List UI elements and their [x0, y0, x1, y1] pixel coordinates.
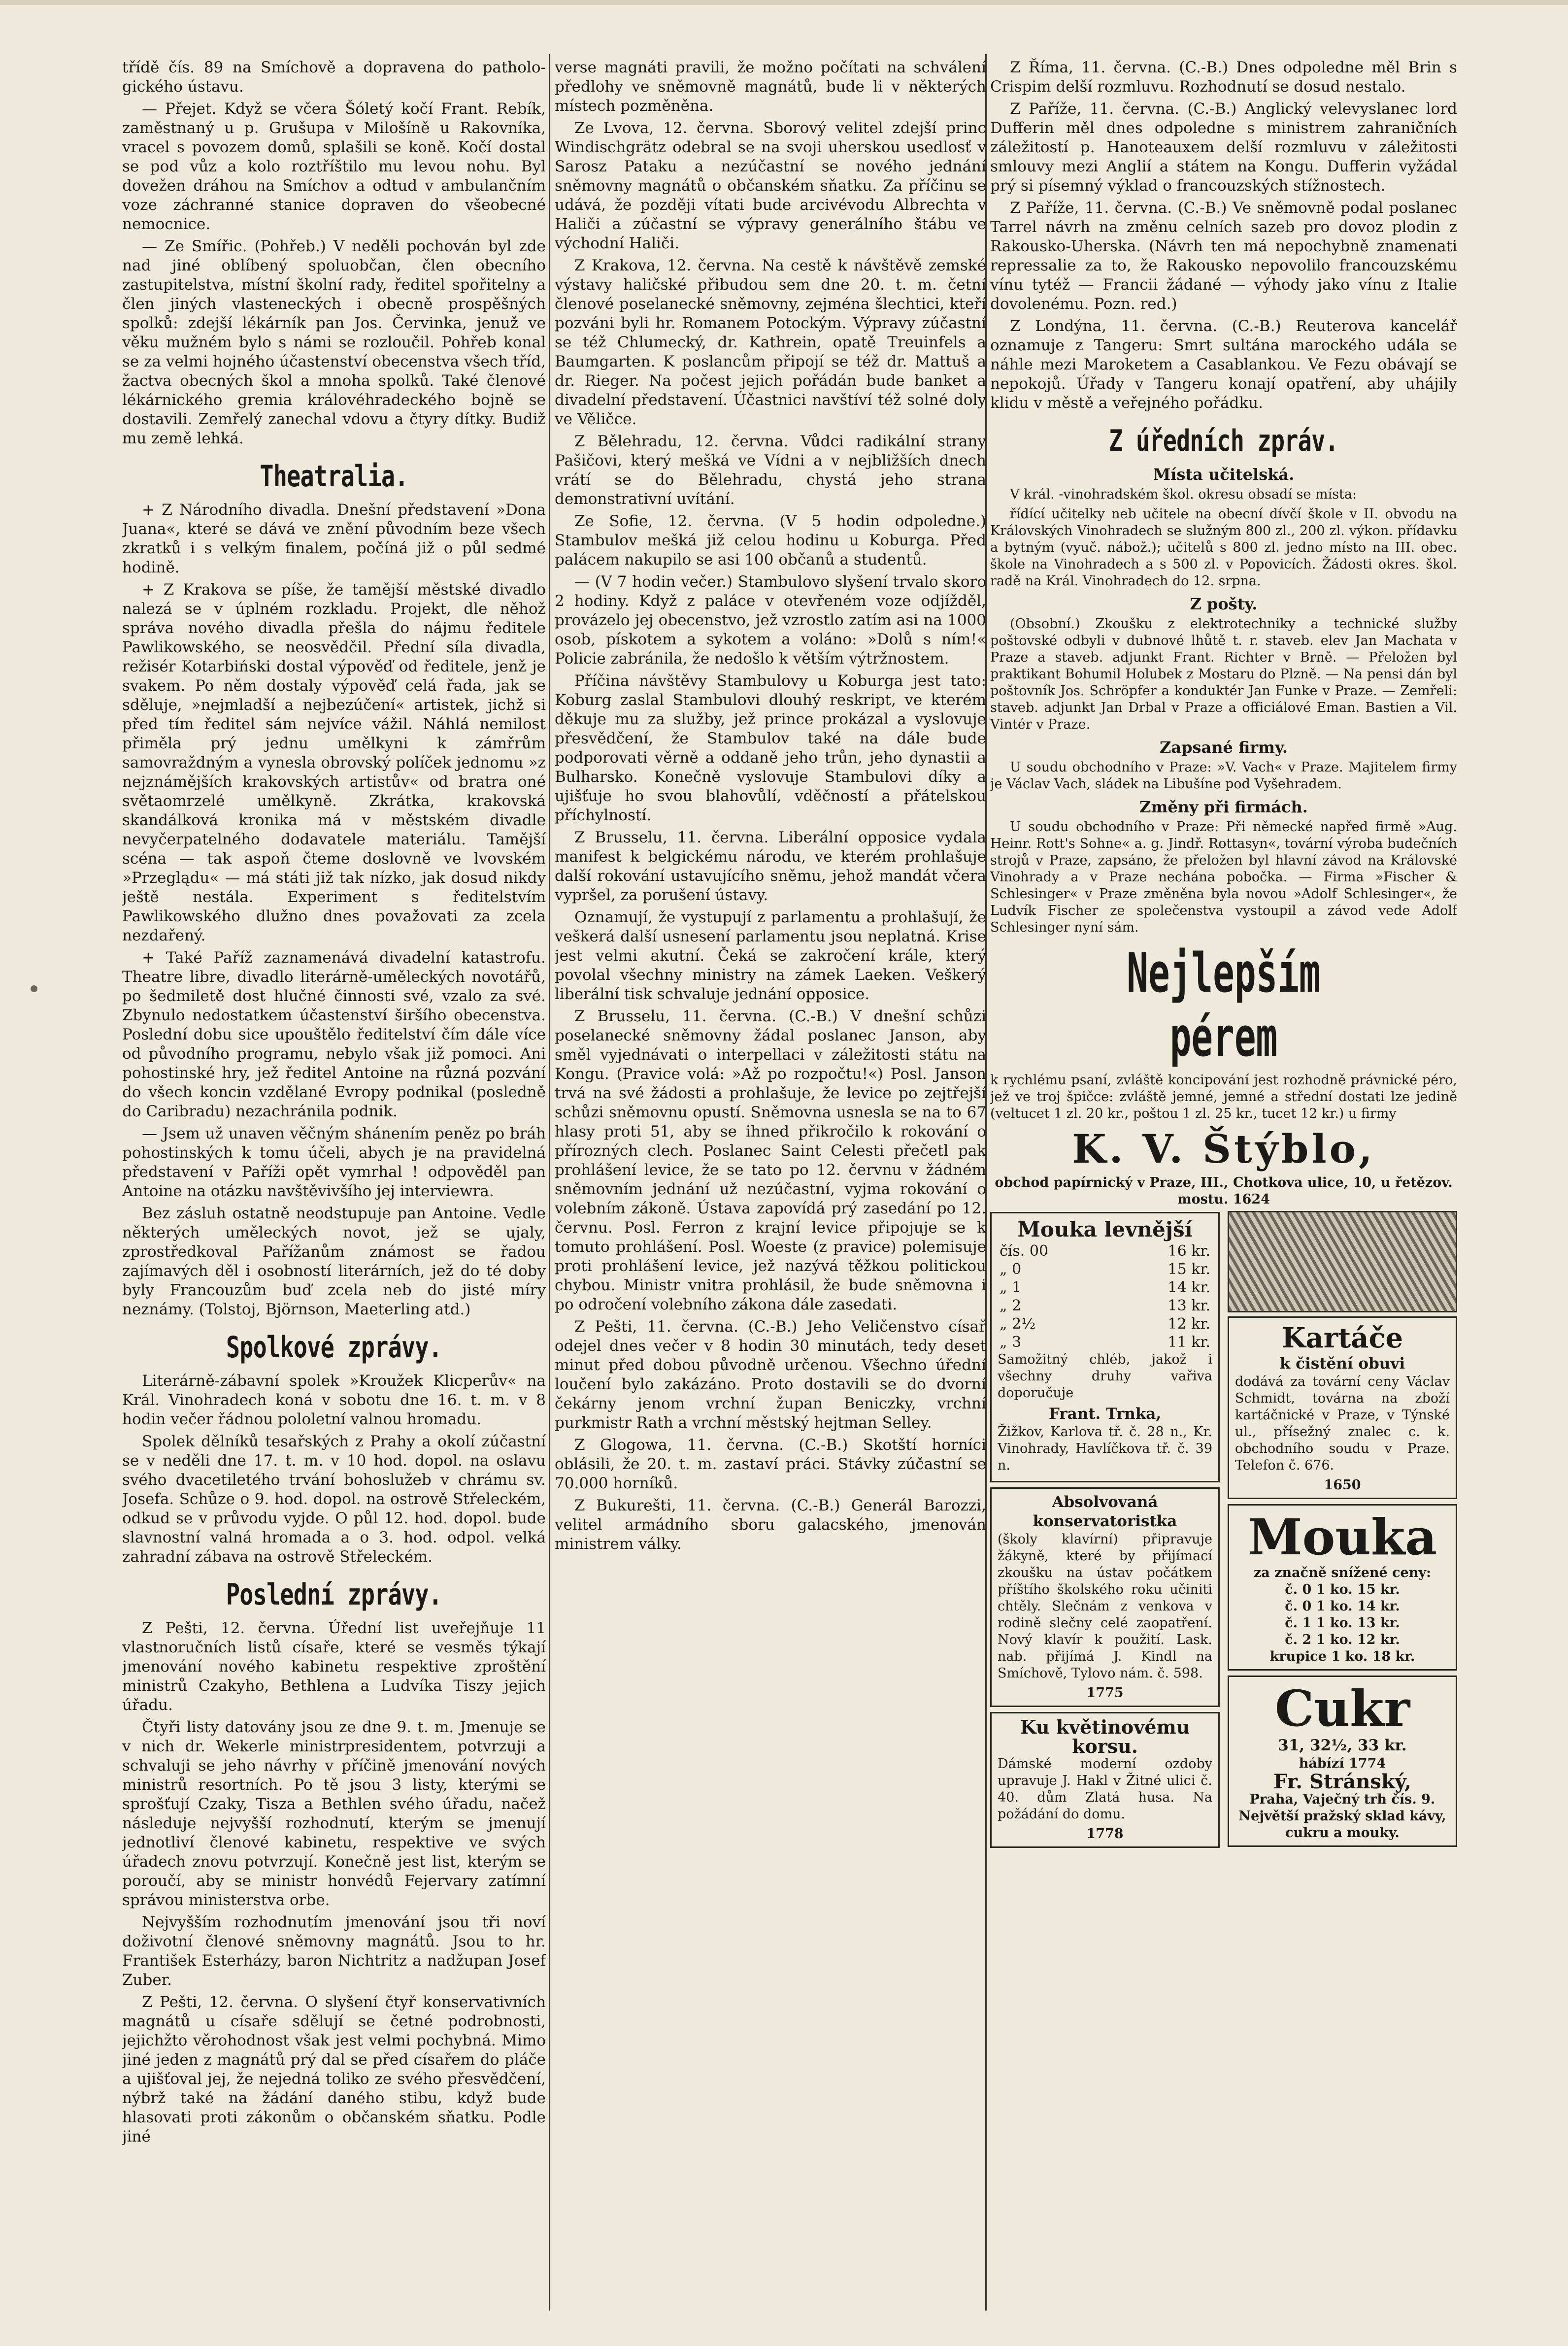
advert-number: 1775 [1086, 1685, 1124, 1701]
paragraph: + Z Krakova se píše, že tamější městské divadlo nalezá se v úplném rozkladu. Projekt, dle něhož správa nového divadla přešla do nájmu ředitele Pawlikowského, se neosvědčil. Přední síla divadla, režisér Kotarbiński dostal výpověď od ředitele, jenž je svakem. Po něm dostaly výpověď celá řada, jak se sděluje, »nejmladší a nejbezúčení« artistek, jichž si před tím ředitel sám nejvíce vážil. Náhlá nemilost přiměla prý jednu umělkyni k zámřrům samovraždným a vynesla obrovský políček jednomu »z nejznámějších krakovských artistův« od bratra oné světaomrzelé umělkyně. Zkrátka, krakovská skandálková kronika má v městském divadle nevyčerpatelného dodavatele materiálu. Tamější scéna — tak aspoň čteme doslovně ve lvovském »Przeglądu« — má státi již tak nízko, jak dosud nikdy ještě nestála. Experiment s ředitelstvím Pawlikowského dlužno dnes považovati za zcela nezdařený. [122, 581, 546, 944]
price-grade: „ 3 [1000, 1334, 1022, 1351]
advert-subtitle: hábízí 1774 [1299, 1756, 1386, 1771]
paragraph: — Jsem už unaven věčným shánením peněz po bráh pohostinských k tomu účeli, abych je na pravidelná představení v Paříži opět vymrhal ! odpověděl pan Antoine na otázku navštěvivšího jej interviewra. [122, 1125, 546, 1200]
advert-address: Žižkov, Karlova tř. č. 28 n., Kr. Vinohrady, Havlíčkova tř. č. 39 n. [998, 1424, 1212, 1473]
advert-text: dodává za tovární ceny Václav Schmidt, továrna na zboží kartáčnické v Praze, v Týnské ul., přísežný znalec c. k. obchodního soudu v Praze. Telefon č. 676. [1235, 1374, 1450, 1473]
advert-mouka [1228, 1504, 1457, 1671]
paragraph: Z Bukurešti, 11. června. (C.-B.) Generál Barozzi, velitel armádního sboru galacského, jmenován ministrem války. [555, 1497, 986, 1553]
advert-grid [990, 1208, 1457, 1853]
brush-illustration [1228, 1211, 1457, 1312]
paragraph: V král. -vinohradském škol. okresu obsadí se místa: [1010, 487, 1357, 502]
price-row [998, 1333, 1212, 1351]
price-value: 15 kr. [1168, 1261, 1210, 1278]
advert-prices: 31, 32½, 33 kr. [1278, 1737, 1407, 1754]
advert-konservatoristka [990, 1487, 1220, 1707]
column-1 [122, 58, 546, 2305]
price-value: 16 kr. [1168, 1242, 1210, 1260]
paragraph: Z Glogowa, 11. června. (C.-B.) Skotští horníci oblásili, že 20. t. m. zastaví práci. Stávky zúčastní se 70.000 horníků. [555, 1436, 986, 1492]
advert-subtitle: za značně snížené ceny: [1253, 1565, 1432, 1580]
paragraph: Bez zásluh ostatně neodstupuje pan Antoine. Vedle některých uměleckých novot, jež se ujaly, zprostředkoval Pařížanům známost se řadou zajímavých děl i osobností literárních, jež do té doby byly Francouzům buď zcela neb do jisté míry neznámy. (Tolstoj, Björnson, Maeterling atd.) [122, 1205, 546, 1318]
paragraph: + Také Paříž zaznamenává divadelní katastrofu. Theatre libre, divadlo literárně-uměleckých novotářů, po šedmiletě dost hlučné činnosti své, vzalo za své. Zbynulo nedostatkem účastenství širšího obecenstva. Poslední dobu sice upouštělo ředitelství čím dále více od původního programu, nebylo však již pomoci. Ani pohostinské hry, jež ředitel Antoine na různá pozvání do všech koncin vzdělané Evropy podnikal (posledně do Caribradu) nezachránila podnik. [122, 949, 546, 1120]
paragraph: Z Pešti, 12. června. O slyšení čtyř konservativních magnátů u císaře sdělují se četné podrobnosti, jejichžto věrohodnost však jest velmi pochybná. Mimo jiné jeden z magnátů prý dal se před císařem do pláče a ujišťoval jej, že nejedná toliko ze svého přesvědčení, nýbrž také na žádání daného stibu, když bude hlasovati proti zákonům o občanském sňatku. Podle jiné [122, 1993, 546, 2145]
advert-title: Ku květinovému korsu. [1020, 1716, 1190, 1757]
advert-firm-name: Frant. Trnka, [1048, 1405, 1162, 1423]
paragraph: řídící učitelky neb učitele na obecní dívčí škole v II. obvodu na Královských Vinohradech se služným 800 zl., 200 zl. výkon. přídavku a bytným (vyuč. nábož.); učitelů s 800 zl. jedno místo na III. obec. škole na Vinohradech a s 500 zl. v Popovicích. Žádosti okres. škol. radě na Král. Vinohradech do 12. srpna. [990, 506, 1457, 589]
subheading: Místa učitelská. [1153, 465, 1295, 484]
subheading: Zapsané firmy. [1159, 738, 1288, 757]
paragraph: Z Paříže, 11. června. (C.-B.) Anglický velevyslanec lord Dufferin měl dnes odpoledne s ministrem zahraničních záležitostí p. Hanoteauxem delší rozmluvu v záležitosti smlouvy mezi Anglií a státem na Kongu. Dufferin vyžádal prý si písemný výklad o francouzských stížnostech. [990, 100, 1457, 195]
section-heading-uredni: Z úředních zpráv. [1109, 424, 1338, 458]
advert-text: Samožitný chléb, jakož i všechny druhy vařiva doporučuje [998, 1352, 1212, 1401]
paragraph: Literárně-zábavní spolek »Kroužek Klicperův« na Král. Vinohradech koná v sobotu dne 16. t. m. v 8 hodin večer řádnou pololetní valnou hromadu. [122, 1372, 546, 1428]
binding-hole [31, 985, 37, 992]
advert-title: Mouka [1247, 1508, 1437, 1566]
column-3 [990, 58, 1457, 2305]
column-2 [555, 58, 986, 2305]
advert-firm-name: K. V. Štýblo, [1072, 1126, 1375, 1172]
advert-title: Nejlepším pérem [1127, 941, 1321, 1069]
paragraph: Z Bělehradu, 12. června. Vůdci radikální strany Pašičovi, který mešká ve Vídni a v nejbližších dnech vrátí se do Bělehradu, chystá jeho strana demonstrativní uvítání. [555, 433, 986, 508]
advert-address: Praha, Vaječný trh čís. 9. [1249, 1792, 1435, 1807]
price-row [998, 1242, 1212, 1260]
advert-right-column [1228, 1208, 1457, 1853]
section-heading-spolkove: Spolkové zprávy. [226, 1330, 442, 1365]
paragraph: verse magnáti pravili, že možno počítati na schválení předlohy ve sněmovně magnátů, bude li v některých místech pozměněna. [555, 59, 986, 115]
price-value: 14 kr. [1168, 1279, 1210, 1296]
price-value: 11 kr. [1168, 1334, 1210, 1351]
subheading: Z pošty. [1190, 595, 1258, 613]
advert-title: Absolvovaná konservatoristka [1033, 1493, 1177, 1530]
price-grade: „ 2½ [1000, 1315, 1036, 1333]
paragraph: Z Říma, 11. června. (C.-B.) Dnes odpoledne měl Brin s Crispim delší rozmluvu. Rozhodnutí se dosud nestalo. [990, 59, 1457, 96]
section-heading-theatralia: Theatralia. [260, 459, 408, 494]
price-line: č. 1 1 ko. 13 kr. [1285, 1615, 1400, 1631]
advert-title: Cukr [1274, 1679, 1410, 1738]
advert-korso [990, 1712, 1220, 1848]
advert-cukr [1228, 1676, 1457, 1847]
advert-text: (školy klavírní) připravuje žákyně, které by přijímací zkoušku na ústav počátkem příštího školského roku učiniti chtěly. Slečnám z venkova v rodině slečny celé zaopatření. Nový klavír k použití. Lask. nab. přijímá J. Kindl na Smíchově, Tylovo nám. č. 598. [998, 1532, 1212, 1681]
price-row [998, 1260, 1212, 1278]
price-line: krupice 1 ko. 18 kr. [1269, 1649, 1415, 1664]
paragraph: (Obsobní.) Zkoušku z elektrotechniky a technické služby poštovské odbyli v dubnové lhůtě t. r. staveb. elev Jan Machata v Praze a staveb. adjunkt Frant. Richter v Brně. — Přeložen byl praktikant Bohumil Holubek z Mostaru do Plzně. — Na pensi dán byl poštovník Jos. Schröpfer a konduktér Jan Funke v Praze. — Zemřeli: staveb. adjunkt Jan Drbal v Praze a officiálové Eman. Bastien a Vil. Vintér v Praze. [990, 616, 1457, 732]
paragraph: Nejvyšším rozhodnutím jmenování jsou tři noví doživotní členové sněmovny magnátů. Jsou to hr. František Esterházy, baron Nichtritz a nadžupan Josef Zuber. [122, 1913, 546, 1989]
paragraph: Ze Sofie, 12. června. (V 5 hodin odpoledne.) Stambulov mešká již celou hodinu u Koburga. Před palácem nakupilo se asi 100 občanů a studentů. [555, 512, 986, 569]
paragraph: Z Krakova, 12. června. Na cestě k návštěvě zemské výstavy haličské přibudou sem dne 20. t. m. četní členové poselanecké sněmovny, zejména šlechtici, kteří pozváni byli hr. Romanem Potockým. Výpravy zúčastní se též Chlumecký, dr. Kathrein, opatě Treuinfels a Baumgarten. K poslancům připojí se též dr. Mattuš a dr. Rieger. Na počest jejich pořádán bude banket a divadelní představení. Účastnici navštíví též solné doly ve Věličce. [555, 257, 986, 428]
paragraph: — (V 7 hodin večer.) Stambulovo slyšení trvalo skoro 2 hodiny. Když z paláce v otevřeném voze odjížděl, provázelo jej obecenstvo, jež vzrostlo zatím asi na 1000 osob, pískotem a sykotem a voláno: »Dolů s ním!« Policie zabránila, že nedošlo k větším výtržnostem. [555, 573, 986, 668]
paragraph: — Přejet. Když se včera Šóletý kočí Frant. Rebík, zaměstnaný u p. Grušupa v Milošíně u Rakovníka, vracel s povozem domů, splašili se koně. Kočí dostal se pod vůz a kolo roztříštilo mu levou nohu. Byl dovežen dráhou na Smíchov a odtud v ambulančním voze záchranné stanice dopraven do všeobecné nemocnice. [122, 100, 546, 233]
price-line: č. 0 1 ko. 14 kr. [1285, 1599, 1400, 1614]
paragraph: Z Pešti, 11. června. (C.-B.) Jeho Veličenstvo císař odejel dnes večer v 8 hodin 30 minutách, tedy deset minut před dobou původně určenou. Všechno úřední loučení bylo zakázáno. Proto dostavili se do dvorní čekárny jenom vrchní župan Beniczky, vrchní purkmistr Rath a vrchní městský hejtman Selley. [555, 1318, 986, 1432]
advert-address: obchod papírnický v Praze, III., Chotkova ulice, 10, u řetězov. mostu. 1624 [995, 1175, 1453, 1207]
column-rule-1 [549, 54, 550, 2311]
paragraph: Z Londýna, 11. června. (C.-B.) Reuterova kancelář oznamuje z Tangeru: Smrt sultána marockého udála se náhle mezi Maroketem a Casablankou. Ve Fezu obávají se nepokojů. Úřady v Tangeru konají opatření, aby uhájily klidu v městě a veřejného pořádku. [990, 317, 1457, 412]
price-row [998, 1297, 1212, 1315]
advert-mouka-levnejsi [990, 1212, 1220, 1482]
advert-title: Mouka levnější [1017, 1217, 1193, 1241]
paragraph: Ze Lvova, 12. června. Sborový velitel zdejší princ Windischgrätz odebral se na svoji uherskou usedlosť v Sarosz Pataku a nezúčastní se nového jednání sněmovny magnátů o občanském sňatku. Za příčinu se udává, že později vítati bude arcivévodu Albrechta v Haliči a zúčastní se výpravy generálního štábu ve východní Haliči. [555, 119, 986, 252]
paragraph: — Ze Smířic. (Pohřeb.) V neděli pochován byl zde nad jiné oblíbený spoluobčan, člen obecního zastupitelstva, místní školní rady, ředitel spořitelny a člen jiných vlasteneckých i obecně prospěšných spolků: zdejší lékárník pan Jos. Červinka, jenuž ve věku mužném bylo s námi se rozloučil. Pohřeb konal se za velmi hojného účastenství obecenstva všech tříd, žactva obecných škol a mnoha spolků. Také členové lékárnického gremia královéhradeckého bojně se dostavili. Zemřelý zanechal vdovu a čtyry dítky. Budiž mu země lehká. [122, 237, 546, 447]
paragraph: třídě čís. 89 na Smíchově a dopravena do patholo-gického ústavu. [122, 59, 546, 96]
advert-number: 1778 [1086, 1826, 1124, 1842]
paragraph: Spolek dělníků tesařských z Prahy a okolí zúčastní se v neděli dne 17. t. m. v 10 hod. dopol. na oslavu svého dvacetiletého trvání bohoslužeb v chrámu sv. Josefa. Schůze o 9. hod. dopol. na ostrově Střeleckém, odkud se v průvodu vyjde. O půl 12. hod. dopol. bude slavnostní valná hromada a o 3. hod. odpol. velká zahradní zábava na ostrově Střeleckém. [122, 1433, 546, 1566]
paragraph: Z Pešti, 12. června. Úřední list uveřejňuje 11 vlastnoručních listů císaře, které se vesměs týkají jmenování nového kabinetu respektive zproštění ministrů Czakyho, Bethlena a Ludvíka Tiszy jejich úřadu. [122, 1619, 546, 1714]
paragraph: Čtyři listy datovány jsou ze dne 9. t. m. Jmenuje se v nich dr. Wekerle ministrpresidentem, potvrzuji a schvaluji se jeho návrhy v příčině jmenování nových ministrů resortních. Po tě jsou 3 listy, kterými se sprošťují Czaky, Tisza a Bethlen svého úřadu, načež následuje nejvyšší rozhodnutí, kterým se jmenují jednotliví členové kabinetu, respektive ve svých úřadech znovu potvrzují. Konečně jest list, kterým se poroučí, aby se ministr honvédů Fejervary zatímní správou ministerstva orbe. [122, 1718, 546, 1909]
advert-text: k rychlému psaní, zvláště koncipování jest rozhodně právnické péro, jež ve troj špičce: zvláště jemné, jemné a střední dostati lze jedině (veltucet 1 zl. 20 kr., poštou 1 zl. 25 kr., tucet 12 kr.) u firmy [990, 1072, 1457, 1121]
price-row [998, 1278, 1212, 1297]
advert-text: Dámské moderní ozdoby upravuje J. Hakl v Žitné ulici č. 40. dům Zlatá husa. Na požádání do domu. [998, 1756, 1212, 1822]
paragraph: Z Paříže, 11. června. (C.-B.) Ve sněmovně podal poslanec Tarrel návrh na změnu celních sazeb pro dovoz plodin z Rakousko-Uherska. (Návrh ten má nepochybně znamenati repressalie za to, že Rakousko nepovolilo francouzskému vínu tytéž — Francii žádané — výhody jako vínu z Italie dovolenému. Pozn. red.) [990, 199, 1457, 313]
advert-subtitle: k čistění obuvi [1279, 1355, 1405, 1373]
price-grade: „ 1 [1000, 1279, 1022, 1296]
price-table [998, 1242, 1212, 1351]
advert-firm-name: Fr. Stránský, [1273, 1770, 1411, 1793]
paragraph: Oznamují, že vystupují z parlamentu a prohlašují, že veškerá další usnesení parlamentu jsou neplatná. Krise jest velmi akutní. Čeká se zakročení krále, který povolal všechny ministry na zámek Laeken. Veškerý liberální tisk schvaluje jednání opposice. [555, 908, 986, 1003]
section-heading-posledni: Poslední zprávy. [226, 1577, 442, 1612]
price-line: č. 2 1 ko. 12 kr. [1285, 1632, 1400, 1647]
advert-tagline: Největší pražský sklad kávy, cukru a mouky. [1238, 1809, 1446, 1841]
advert-pero [990, 941, 1457, 1208]
price-grade: čís. 00 [1000, 1242, 1049, 1260]
price-row [998, 1315, 1212, 1333]
price-value: 12 kr. [1168, 1315, 1210, 1333]
paragraph: + Z Národního divadla. Dnešní představení »Dona Juana«, které se dává ve znění původním beze všech zkratků i s velkým finalem, počíná již o půl sedmé hodině. [122, 501, 546, 576]
paragraph: Příčina návštěvy Stambulovy u Koburga jest tato: Koburg zaslal Stambulovi dlouhý reskript, ve kterém děkuje mu za služby, jež prince prokázal a vyslovuje přesvědčení, že Stambulov také na dále bude podporovati věrně a oddaně jeho trůn, jeho dynastii a Bulharsko. Konečně vyslovuje Stambulovi díky a ujišťuje ho svou blahovůlí, vděčností a přátelskou příchylností. [555, 672, 986, 824]
price-grade: „ 2 [1000, 1297, 1022, 1314]
paragraph: Z Brusselu, 11. června. Liberální opposice vydala manifest k belgickému národu, ve kterém prohlašuje další rokování ustavujícího sněmu, jehož mandát včera vypršel, za porušení ústavy. [555, 829, 986, 904]
paragraph: Z Brusselu, 11. června. (C.-B.) V dnešní schůzi poselanecké sněmovny žádal poslanec Janson, aby směl vyjednávati o interpellaci v záležitosti státu na Kongu. (Pravice volá: »Až po rozpočtu!«) Posl. Janson trvá na své žádosti a prohlašuje, že levice po zejtřejší schůzi sněmovnu opustí. Sněmovna usnesla se na to 67 hlasy proti 51, aby se ihned přikročilo k rokování o přírozných clech. Poslanec Saint Celesti přečetl pak prohlášení levice, že se tato po 12. červnu v žádném sněmovním jednání už nezúčastní, vyjma rokování o volebním zákoně. Ústava zapovídá prý zasedání po 12. červnu. Posl. Ferron z krajní levice připojuje se k tomuto prohlášení. Posl. Woeste (z pravice) polemisuje proti prohlášení levice, jež nazývá těžkou politickou chybou. Ministr vnitra prohlásil, že bude sněmovna i po odročení volebního zákona dále zasedati. [555, 1007, 986, 1313]
subheading: Změny při firmách. [1139, 798, 1308, 816]
price-list [1235, 1581, 1450, 1665]
price-value: 13 kr. [1168, 1297, 1210, 1314]
price-grade: „ 0 [1000, 1261, 1022, 1278]
advert-title: Kartáče [1281, 1322, 1403, 1354]
top-edge [0, 0, 1568, 5]
advert-kartace [1228, 1316, 1457, 1499]
advert-number: 1650 [1324, 1477, 1361, 1493]
paragraph: U soudu obchodního v Praze: »V. Vach« v Praze. Majitelem firmy je Václav Vach, sládek na Libušíne pod Vyšehradem. [990, 760, 1457, 792]
price-line: č. 0 1 ko. 15 kr. [1285, 1582, 1400, 1597]
advert-left-column [990, 1208, 1220, 1853]
paragraph: U soudu obchodního v Praze: Při německé napřed firmě »Aug. Heinr. Rott's Sohne« a. g. Jindř. Rottasyn«, tovární výroba budečních strojů v Praze, zapsáno, že přeložen byl hlavní závod na Královské Vinohrady a v Praze nechána pobočka. — Firma »Fischer & Schlesinger« v Praze změněna byla novou »Adolf Schlesinger«, že Ludvík Fischer ze společenstva vystoupil a závod vede Adolf Schlesinger nyní sám. [990, 819, 1457, 935]
